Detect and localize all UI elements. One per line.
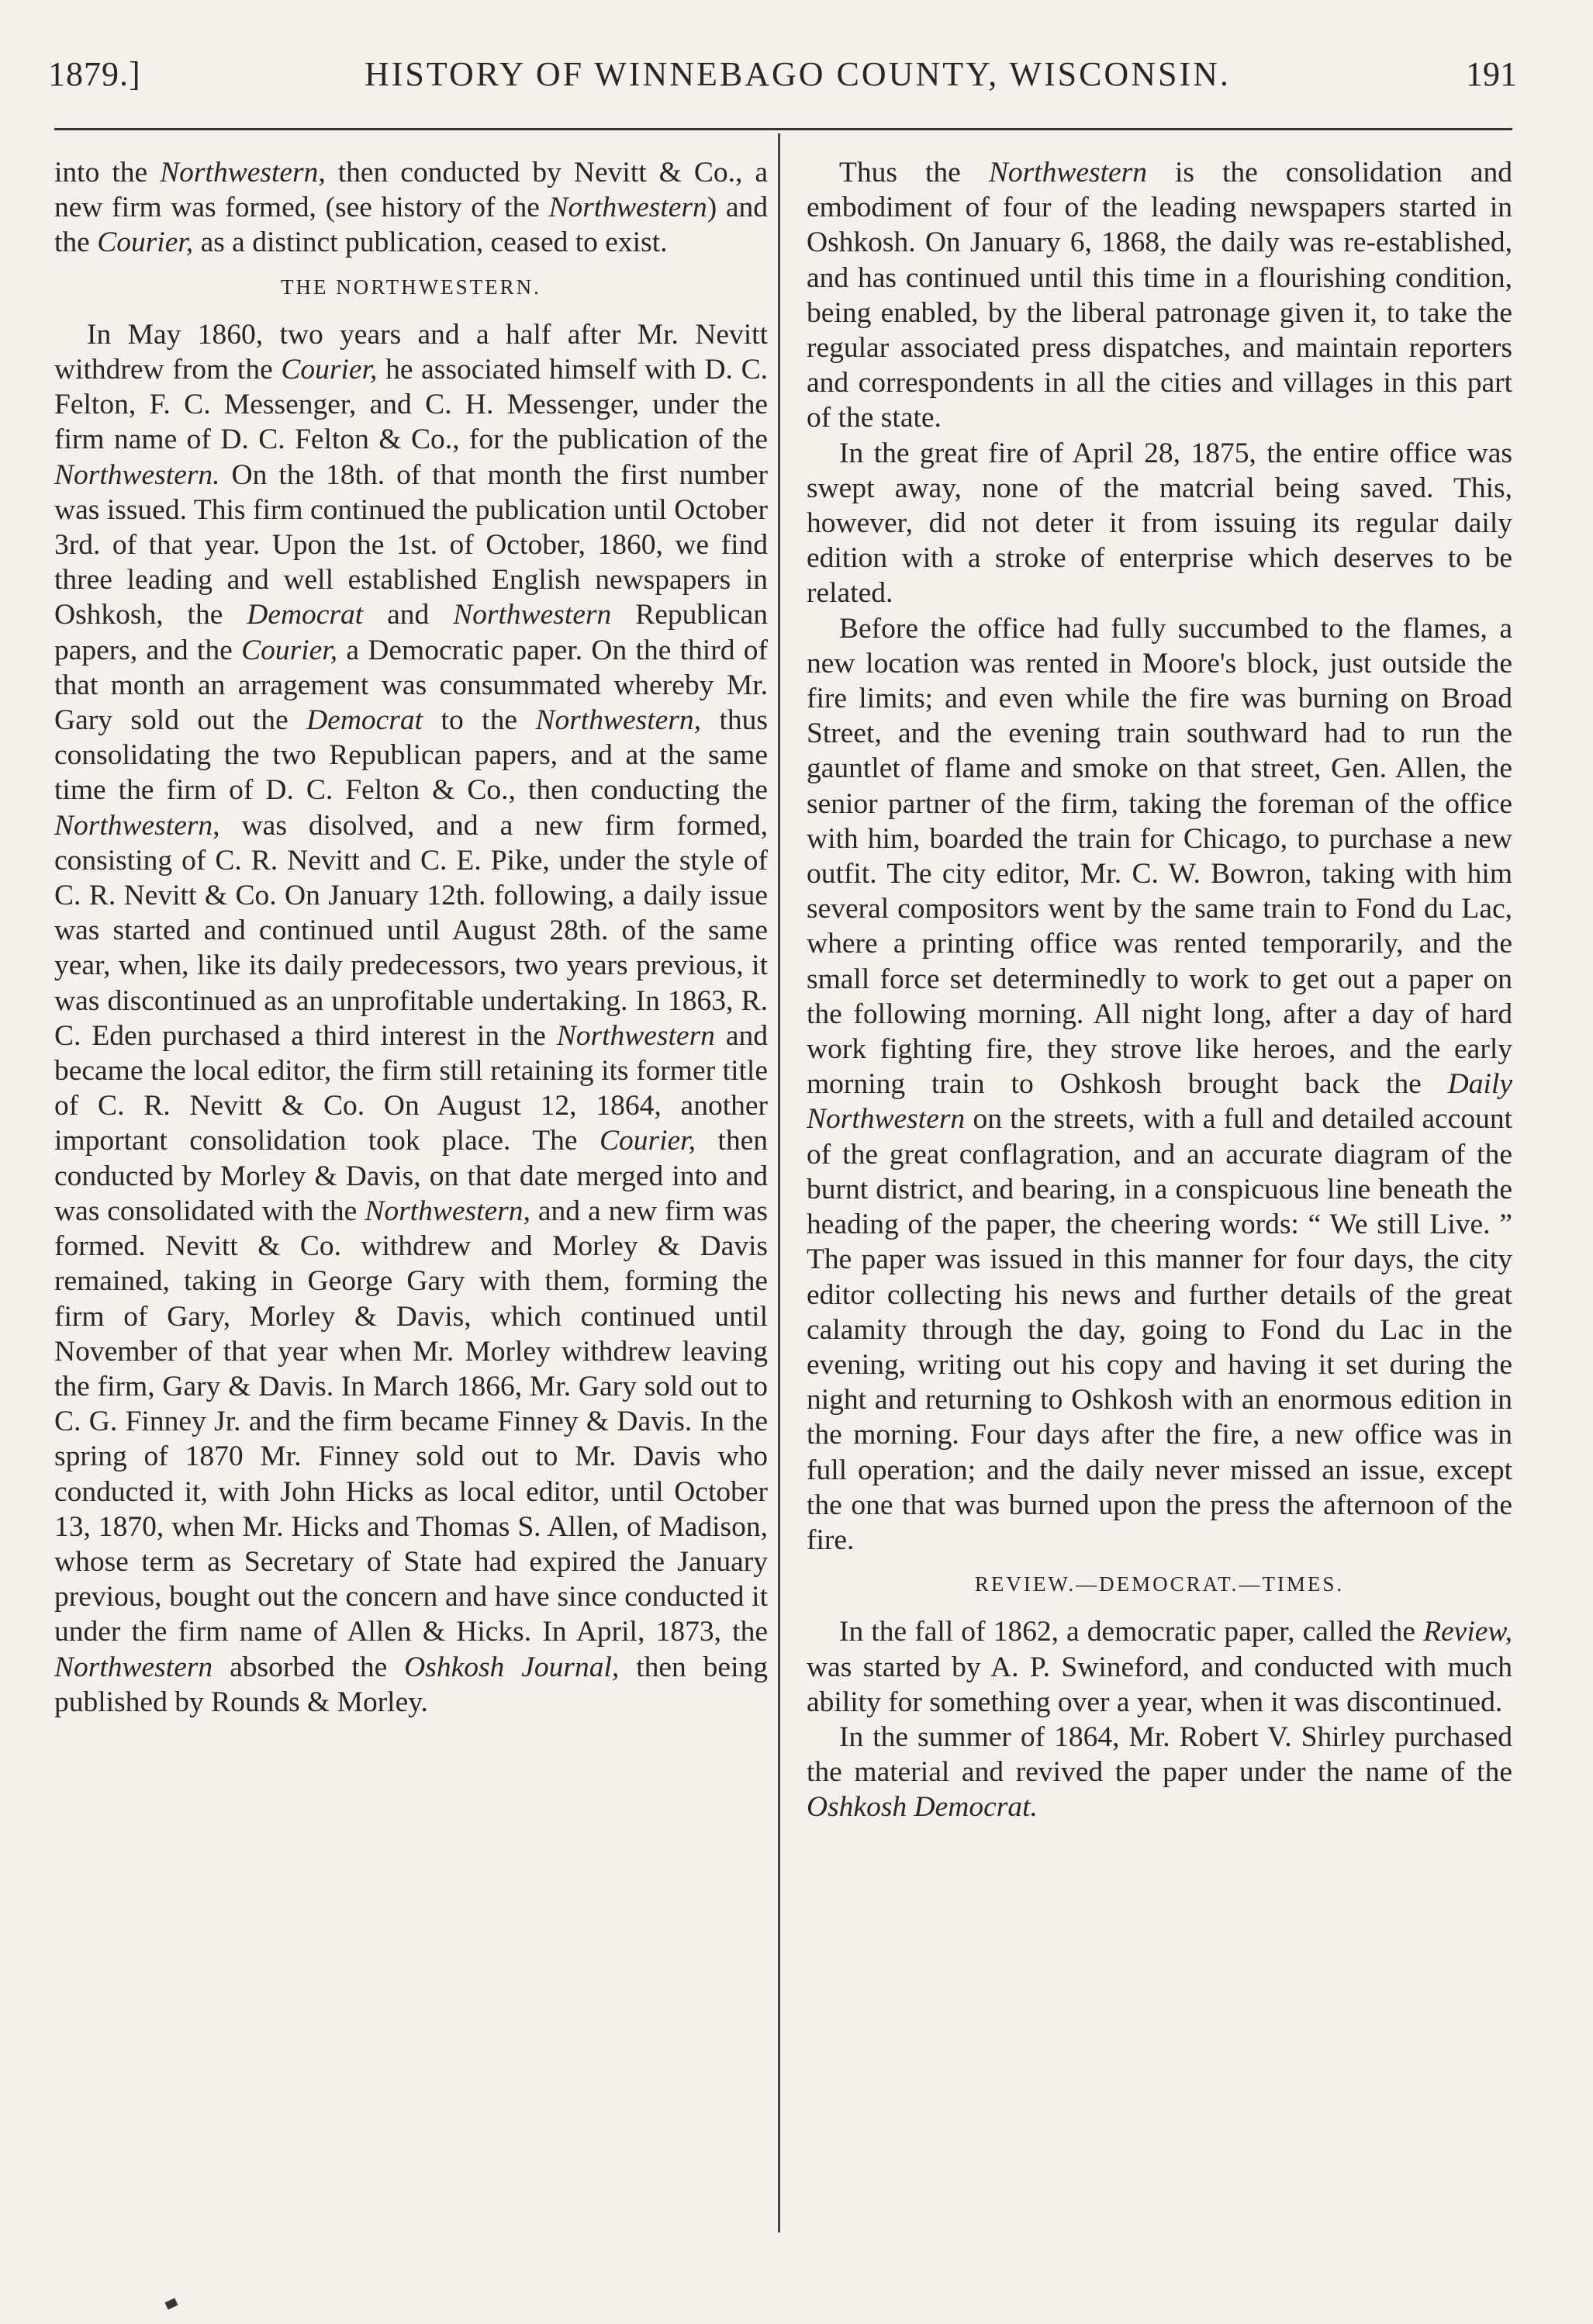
section-heading-northwestern: THE NORTHWESTERN.	[281, 275, 541, 299]
text-run: thus consolidating the two Republican papers, and at the same time the firm of D. C. Felton & Co., then conducting the	[54, 704, 768, 807]
paragraph-continuation	[54, 155, 768, 261]
text-run: absorbed the	[213, 1651, 405, 1683]
paragraph-review	[807, 1614, 1512, 1720]
text-run-italic: Oshkosh Journal,	[404, 1651, 620, 1683]
text-run: and became the local editor, the firm still retaining its former title of C. R. Nevitt & Co. On August 12, 1864, another important consolidation took place. The	[54, 1019, 768, 1157]
text-run: is the consolidation and embodiment of four of the leading newspapers started in Oshkosh. On January 6, 1868, the daily was re-established, and has continued until this time in a flourishing condition, being enabled, by the liberal patronage given it, to take the regular associated press dispatches, and maintain reporters and correspondents in all the cities and villages in this part of the state.	[807, 157, 1512, 434]
text-run-italic: Courier,	[281, 354, 378, 386]
header-rule	[54, 128, 1512, 130]
text-run: a Democratic paper. On the third of that month an arragement was consummated whereby Mr. Gary sold out the	[54, 634, 768, 737]
text-run: Before the office had fully succumbed to the flames, a new location was rented in Moore's block, just outside the fire limits; and even while the fire was burning on Broad Street, and the evening train southward had to run the gauntlet of flame and smoke on that street, Gen. Allen, the senior partner of the firm, taking the foreman of the office with him, boarded the train for Chicago, to purchase a new outfit. The city editor, Mr. C. W. Bowron, taking with him several compositors went by the same train to Fond du Lac, where a printing office was rented temporarily, and the small force set determinedly to work to get out a paper on the following morning. All night long, after a day of hard work fighting fire, they strove like heroes, and the early morning train to Oshkosh brought back the	[807, 612, 1512, 1101]
text-run-italic: Courier,	[241, 634, 338, 666]
text-run-italic: Courier,	[97, 227, 194, 259]
text-run-italic: Northwestern	[54, 1651, 213, 1683]
paragraph-great-fire: In the great fire of April 28, 1875, the entire office was swept away, none of the matcrial being saved. This, however, did not deter it from issuing its regular daily edition with a stroke of enterprise which deserves to be related.	[807, 437, 1512, 610]
text-run: he associated himself with D. C. Felton, F. C. Messenger, and C. H. Messenger, under the firm name of D. C. Felton & Co., for the publication of the	[54, 354, 768, 456]
section-heading-review-democrat-times: REVIEW.—DEMOCRAT.—TIMES.	[974, 1572, 1345, 1596]
text-run: In the fall of 1862, a democratic paper, called the	[839, 1616, 1424, 1648]
right-column	[807, 155, 1512, 1825]
text-run-italic: Northwestern,	[535, 704, 702, 737]
text-run-italic: Courier,	[599, 1125, 696, 1157]
text-run-italic: Northwestern	[556, 1019, 715, 1052]
text-run-italic: Northwestern	[548, 192, 707, 224]
text-run: on the streets, with a full and detailed account of the great conflagration, and an accurate diagram of the burnt district, and bearing, in a conspicuous line beneath the heading of the paper, the cheering words: “ We still Live. ” The paper was issued in this manner for four days, the city editor collecting his news and further details of the great calamity through the day, going to Fond du Lac in the evening, writing out his copy and having it set during the night and returning to Oshkosh with an enormous edition in the morning. Four days after the fire, a new office was in full operation; and the daily never missed an issue, except the one that was burned upon the press the afternoon of the fire.	[807, 1103, 1512, 1556]
text-run-italic: Democrat	[247, 599, 364, 631]
text-run-italic: Daily Northwestern	[807, 1068, 1512, 1136]
text-run: as a distinct publication, ceased to exist.	[193, 227, 668, 259]
paragraph-consolidation	[807, 155, 1512, 436]
header-title: HISTORY OF WINNEBAGO COUNTY, WISCONSIN.	[365, 55, 1231, 93]
text-run: On the 18th. of that month the first number was issued. This firm continued the publication until October 3rd. of that year. Upon the 1st. of October, 1860, we find three leading and well established English newspapers in Oshkosh, the	[54, 458, 768, 631]
text-run: then being published by Rounds & Morley.	[54, 1651, 768, 1718]
paragraph-fire-account	[807, 611, 1512, 1558]
text-run: into the	[54, 157, 161, 188]
text-run: then conducted by Nevitt & Co., a new firm was formed, (see history of the	[54, 157, 768, 224]
paragraph-democrat-revival	[807, 1720, 1512, 1825]
left-column	[54, 155, 768, 1720]
text-run: then conducted by Morley & Davis, on that date merged into and was consolidated with the	[54, 1125, 768, 1227]
column-divider	[778, 133, 780, 2232]
text-run: In the summer of 1864, Mr. Robert V. Shirley purchased the material and revived the paper under the name of the	[807, 1721, 1512, 1789]
text-run-italic: Northwestern.	[54, 458, 220, 491]
text-run: was disolved, and a new firm formed, consisting of C. R. Nevitt and C. E. Pike, under the style of C. R. Nevitt & Co. On January 12th. following, a daily issue was started and continued until August 28th. of the same year, when, like its daily predecessors, two years previous, it was discontinued as an unprofitable undertaking. In 1863, R. C. Eden purchased a third interest in the	[54, 809, 768, 1052]
text-run: was started by A. P. Swineford, and conducted with much ability for something over a year, when it was discontinued.	[807, 1651, 1512, 1718]
text-run-italic: Northwestern,	[160, 157, 326, 188]
ink-mark	[165, 2298, 178, 2310]
text-run: ) and the	[54, 192, 768, 259]
text-run: to the	[423, 704, 536, 737]
paragraph-northwestern-history	[54, 317, 768, 1720]
text-run: Republican papers, and the	[54, 599, 768, 666]
text-run-italic: Northwestern	[988, 157, 1147, 188]
text-run-italic: Northwestern,	[54, 809, 220, 842]
header-year: 1879.]	[48, 55, 141, 93]
page-header	[0, 0, 1593, 109]
page-number: 191	[1466, 55, 1517, 93]
text-run: In May 1860, two years and a half after Mr. Nevitt withdrew from the	[54, 318, 768, 386]
text-run: Thus the	[839, 157, 989, 188]
text-run-italic: Review,	[1423, 1616, 1512, 1648]
text-run-italic: Northwestern,	[365, 1195, 530, 1227]
text-run: and	[363, 599, 454, 631]
text-run-italic: Oshkosh Democrat.	[807, 1791, 1038, 1824]
text-run-italic: Democrat	[306, 704, 423, 737]
text-run-italic: Northwestern	[453, 599, 612, 631]
text-run: and a new firm was formed. Nevitt & Co. withdrew and Morley & Davis remained, taking in George Gary with them, forming the firm of Gary, Morley & Davis, which continued until November of that year when Mr. Morley withdrew leaving the firm, Gary & Davis. In March 1866, Mr. Gary sold out to C. G. Finney Jr. and the firm became Finney & Davis. In the spring of 1870 Mr. Finney sold out to Mr. Davis who conducted it, with John Hicks as local editor, until October 13, 1870, when Mr. Hicks and Thomas S. Allen, of Madison, whose term as Secretary of State had expired the January previous, bought out the concern and have since conducted it under the firm name of Allen & Hicks. In April, 1873, the	[54, 1195, 768, 1648]
